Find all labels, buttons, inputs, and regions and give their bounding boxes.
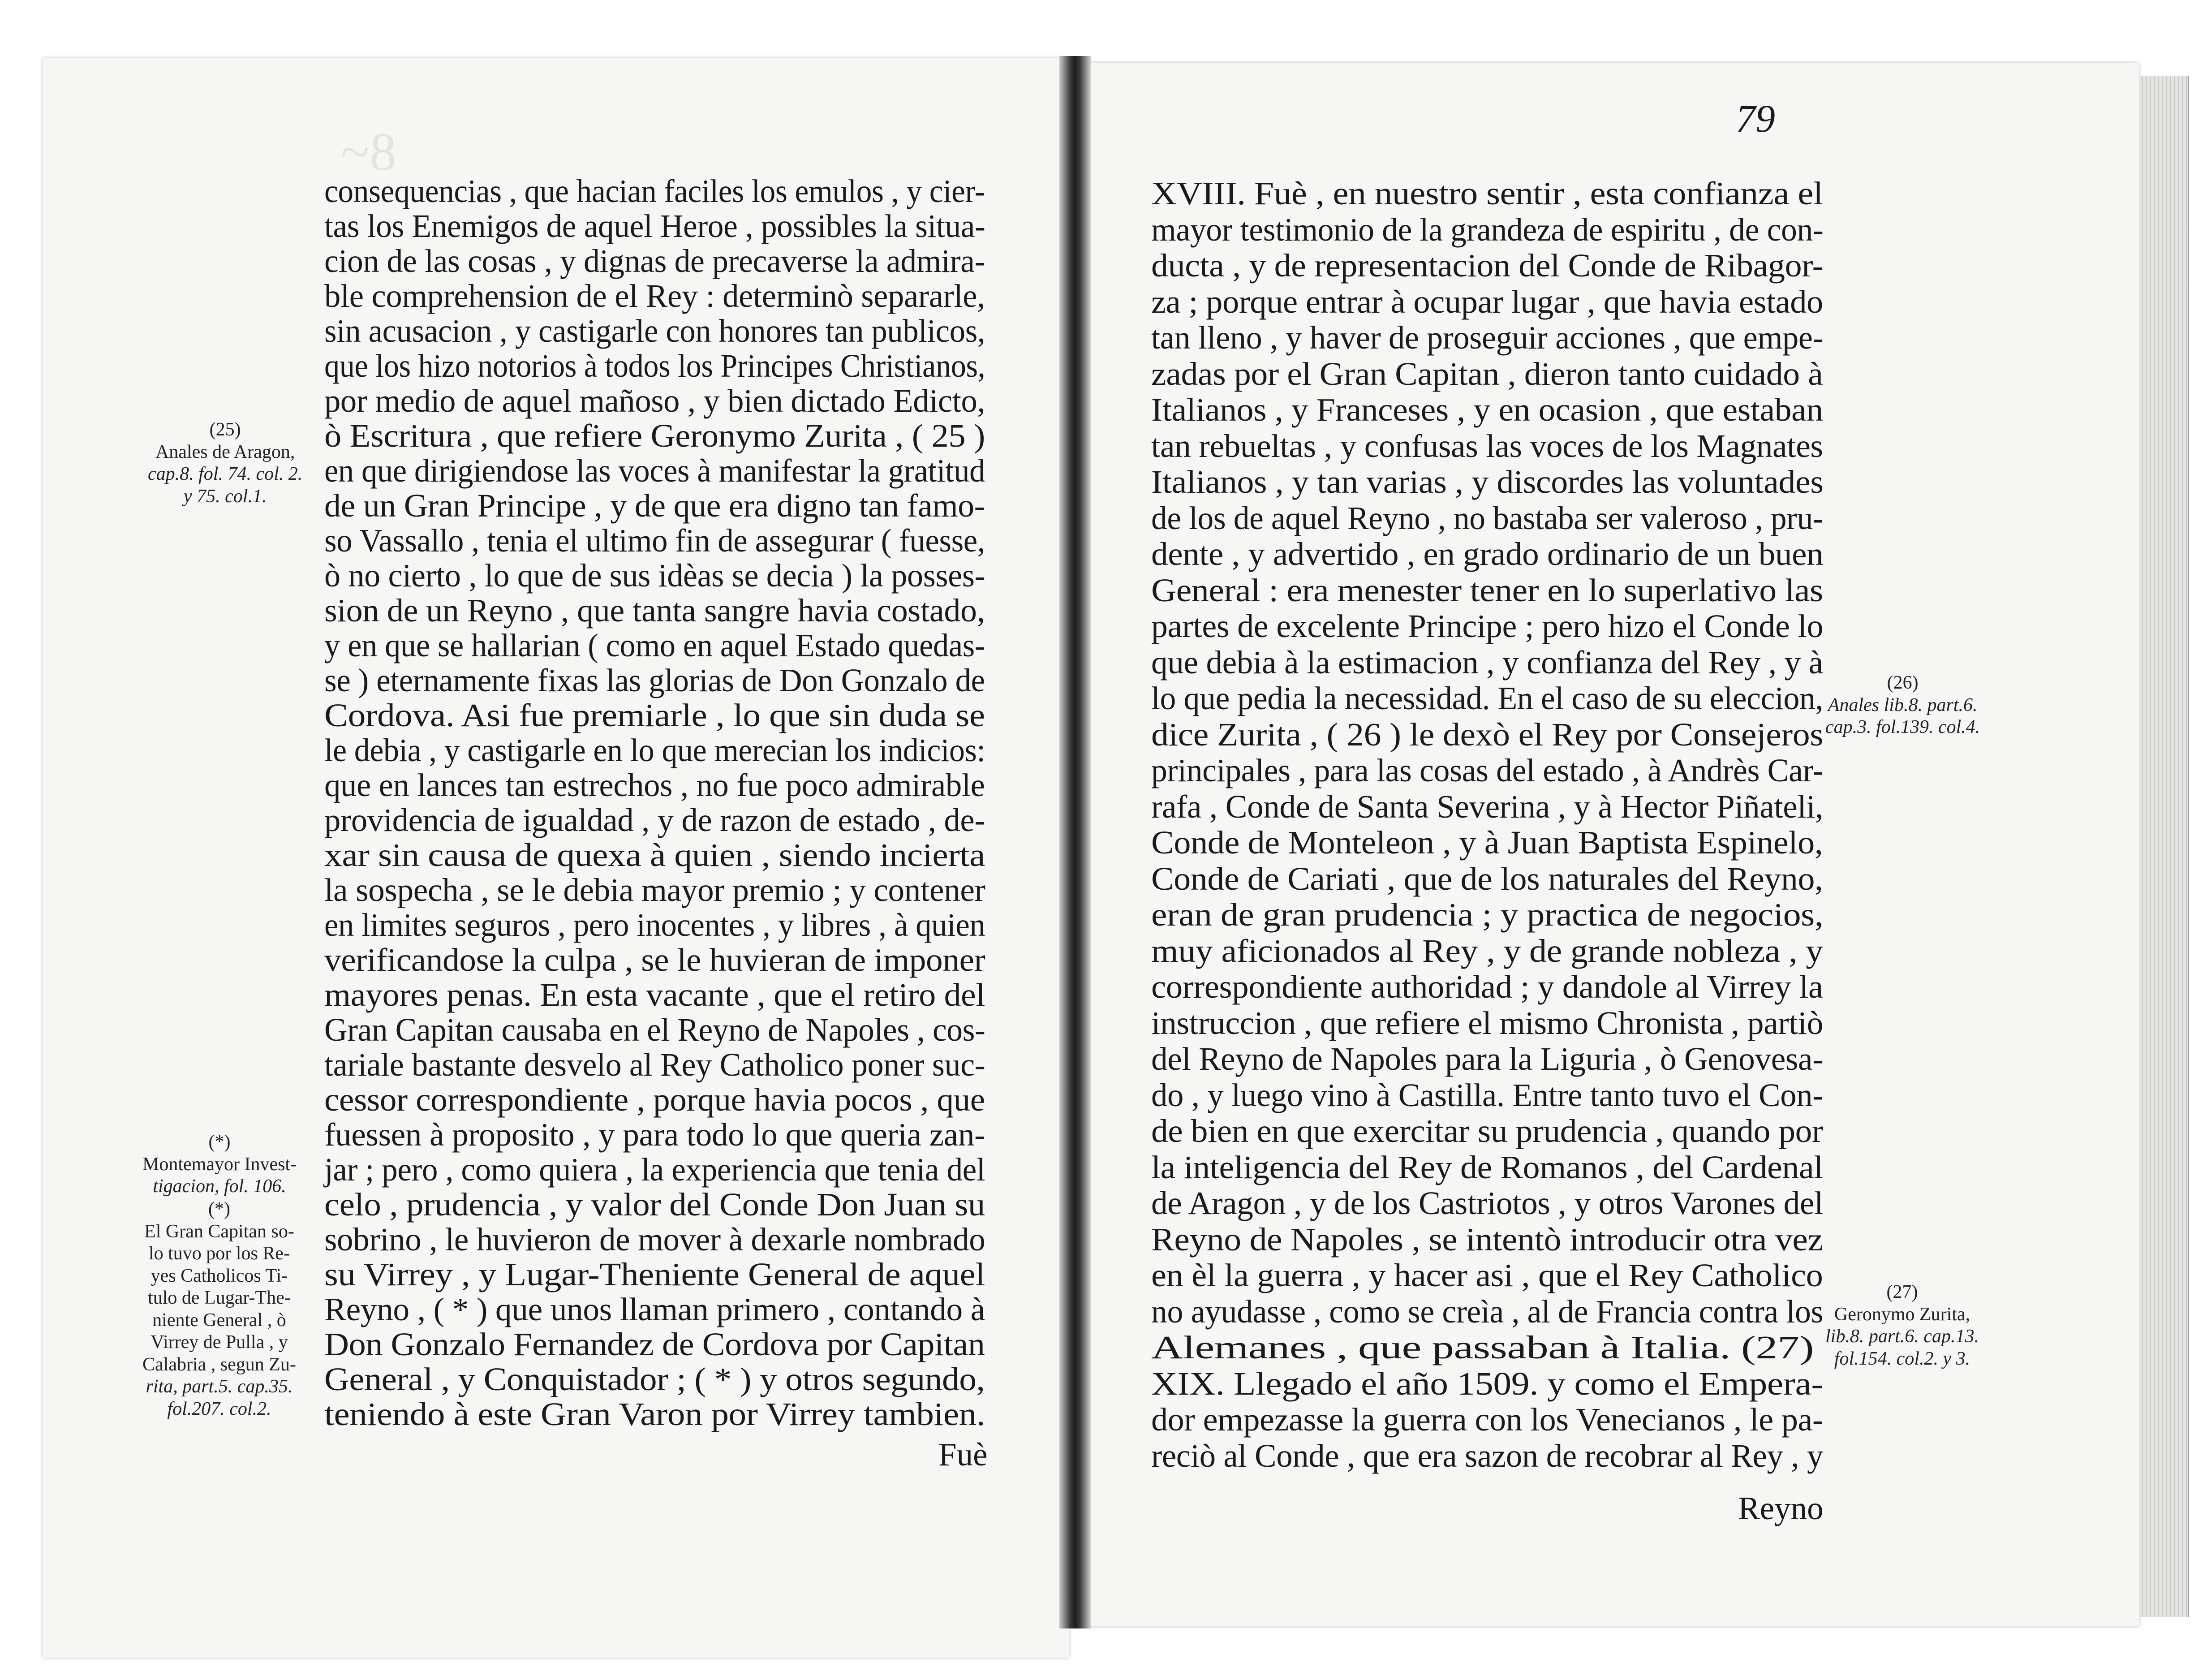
right-catchword: Reyno [1738, 1490, 1824, 1526]
margin-note-26: (26) Anales lib.8. part.6. cap.3. fol.139. col.4. [1825, 672, 1980, 738]
text-line: dice Zurita , ( 26 ) le dexò el Rey por Consejeros [1151, 716, 1824, 753]
text-line: partes de excelente Principe ; pero hizo el Conde lo [1151, 608, 1824, 644]
text-line: celo , prudencia , y valor del Conde Don Juan su [324, 1186, 985, 1223]
text-line: le debia , y castigarle en lo que merecian los indicios: [324, 732, 985, 768]
text-line: dor empezasse la guerra con los Venecianos , le pa- [1151, 1401, 1824, 1438]
text-line: Conde de Cariati , que de los naturales del Reyno, [1151, 860, 1823, 897]
text-line: Reyno , ( * ) que unos llaman primero , contando à [324, 1291, 985, 1327]
text-line: en èl la guerra , y hacer asi , que el Rey Catholico [1151, 1257, 1823, 1293]
text-line: xar sin causa de quexa à quien , siendo incierta [324, 837, 985, 873]
text-line: lo que pedia la necessidad. En el caso de su eleccion, [1151, 680, 1823, 716]
text-line: ducta , y de representacion del Conde de Ribagor- [1151, 247, 1824, 284]
page-number: 79 [1736, 97, 1775, 141]
text-line: Alemanes , que passaban à Italia. (27) [1151, 1329, 1814, 1366]
text-line: General , y Conquistador ; ( * ) y otros segundo, [324, 1361, 985, 1397]
text-line: principales , para las cosas del estado , à Andrès Car- [1151, 752, 1824, 788]
text-line: ò no cierto , lo que de sus idèas se decia ) la posses- [324, 557, 985, 594]
text-line: que debia à la estimacion , y confianza del Rey , y à [1151, 644, 1823, 681]
text-line: ò Escritura , que refiere Geronymo Zurita , ( 25 ) [324, 418, 985, 454]
text-line: y en que se hallarian ( como en aquel Estado quedas- [324, 627, 985, 663]
text-line: XVIII. Fuè , en nuestro sentir , esta confianza el [1151, 175, 1823, 211]
text-line: XIX. Llegado el año 1509. y como el Empera- [1151, 1365, 1824, 1402]
text-line: reciò al Conde , que era sazon de recobrar al Rey , y [1151, 1437, 1823, 1474]
margin-note-27: (27) Geronymo Zurita, lib.8. part.6. cap.13. fol.154. col.2. y 3. [1825, 1282, 1979, 1369]
text-line: Don Gonzalo Fernandez de Cordova por Capitan [324, 1326, 985, 1362]
right-body-text [1151, 177, 1823, 1499]
text-line: ble comprehension de el Rey : determinò separarle, [324, 278, 985, 314]
text-line: tariale bastante desvelo al Rey Catholico poner suc- [324, 1047, 985, 1083]
text-line: tan rebueltas , y confusas las voces de los Magnates [1151, 427, 1823, 464]
text-line: muy aficionados al Rey , y de grande nobleza , y [1151, 932, 1823, 969]
text-line: fuessen à proposito , y para todo lo que queria zan- [324, 1116, 985, 1153]
text-line: tas los Enemigos de aquel Heroe , possibles la situa- [324, 208, 985, 244]
text-line: que en lances tan estrechos , no fue poco admirable [324, 767, 985, 803]
text-line: so Vassallo , tenia el ultimo fin de assegurar ( fuesse, [324, 522, 985, 559]
text-line: sobrino , le huvieron de mover à dexarle nombrado [324, 1221, 985, 1258]
text-line: consequencias , que hacian faciles los emulos , y cier- [324, 173, 985, 209]
text-line: en que dirigiendose las voces à manifestar la gratitud [324, 452, 985, 489]
text-line: teniendo à este Gran Varon por Virrey tambien. [324, 1396, 985, 1432]
left-body-text [324, 173, 985, 1432]
text-line: por medio de aquel mañoso , y bien dictado Edicto, [324, 383, 985, 419]
text-line: instruccion , que refiere el mismo Chronista , partiò [1151, 1004, 1824, 1041]
margin-note-star-2: (*) El Gran Capitan so- lo tuvo por los Re- yes Catholicos Ti- tulo de Lugar-The- niente General , ò Virrey de Pulla , y Calabria , segun Zu- rita, part.5. cap.35. fol.207. col.2. [142, 1199, 296, 1419]
text-line: zadas por el Gran Capitan , dieron tanto cuidado à [1151, 355, 1823, 392]
text-line: de bien en que exercitar su prudencia , quando por [1151, 1113, 1823, 1149]
text-line: la sospecha , se le debia mayor premio ; y contener [324, 872, 985, 908]
text-line: en limites seguros , pero inocentes , y libres , à quien [324, 907, 985, 943]
text-line: de un Gran Principe , y de que era digno tan famo- [324, 487, 985, 524]
book-gutter [1059, 56, 1091, 1628]
text-line: tan lleno , y haver de proseguir acciones , que empe- [1151, 319, 1824, 356]
text-line: rafa , Conde de Santa Severina , y à Hector Piñateli, [1151, 788, 1824, 825]
text-line: cessor correspondiente , porque havia pocos , que [324, 1081, 985, 1118]
text-line: la inteligencia del Rey de Romanos , del Cardenal [1151, 1149, 1823, 1185]
margin-note-star-1: (*) Montemayor Invest- tigacion, fol. 106. [142, 1132, 297, 1197]
text-line: correspondiente authoridad ; y dandole al Virrey la [1151, 969, 1823, 1005]
margin-note-25: (25) Anales de Aragon, cap.8. fol. 74. col. 2. y 75. col.1. [148, 419, 303, 507]
text-line: eran de gran prudencia ; y practica de negocios, [1151, 896, 1824, 933]
text-line: de los de aquel Reyno , no bastaba ser valeroso , pru- [1151, 500, 1824, 536]
text-line: providencia de igualdad , y de razon de estado , de- [324, 802, 985, 838]
text-line: cion de las cosas , y dignas de precaverse la admira- [324, 243, 985, 279]
bleed-through-mark: ~8 [340, 122, 396, 181]
text-line: za ; porque entrar à ocupar lugar , que havia estado [1151, 283, 1823, 320]
left-catchword: Fuè [938, 1436, 988, 1473]
text-line: mayor testimonio de la grandeza de espiritu , de con- [1151, 211, 1824, 248]
text-line: Italianos , y Franceses , y en ocasion , que estaban [1151, 392, 1823, 428]
text-line: verificandose la culpa , se le huvieran de imponer [324, 942, 985, 978]
text-line: General : era menester tener en lo superlativo las [1151, 572, 1823, 608]
text-line: mayores penas. En esta vacante , que el retiro del [324, 977, 985, 1013]
text-line: Italianos , y tan varias , y discordes las voluntades [1151, 464, 1824, 500]
text-line: Cordova. Asi fue premiarle , lo que sin duda se [324, 697, 985, 733]
text-line: do , y luego vino à Castilla. Entre tanto tuvo el Con- [1151, 1077, 1824, 1113]
text-line: Gran Capitan causaba en el Reyno de Napoles , cos- [324, 1012, 985, 1048]
text-line: su Virrey , y Lugar-Theniente General de aquel [324, 1256, 985, 1292]
text-line: del Reyno de Napoles para la Liguria , ò Genovesa- [1151, 1041, 1824, 1077]
text-line: dente , y advertido , en grado ordinario de un buen [1151, 536, 1824, 572]
text-line: se ) eternamente fixas las glorias de Don Gonzalo de [324, 662, 985, 698]
text-line: sin acusacion , y castigarle con honores tan publicos, [324, 313, 985, 349]
text-line: jar ; pero , como quiera , la experiencia que tenia del [324, 1151, 985, 1188]
text-line: Reyno de Napoles , se intentò introducir otra vez [1151, 1221, 1823, 1258]
text-line: de Aragon , y de los Castriotos , y otros Varones del [1151, 1185, 1824, 1221]
page-edges [2139, 76, 2189, 1617]
text-line: Conde de Monteleon , y à Juan Baptista Espinelo, [1151, 824, 1823, 861]
text-line: que los hizo notorios à todos los Principes Christianos, [324, 348, 985, 384]
text-line: sion de un Reyno , que tanta sangre havia costado, [324, 592, 985, 629]
text-line: no ayudasse , como se creìa , al de Francia contra los [1151, 1293, 1824, 1330]
